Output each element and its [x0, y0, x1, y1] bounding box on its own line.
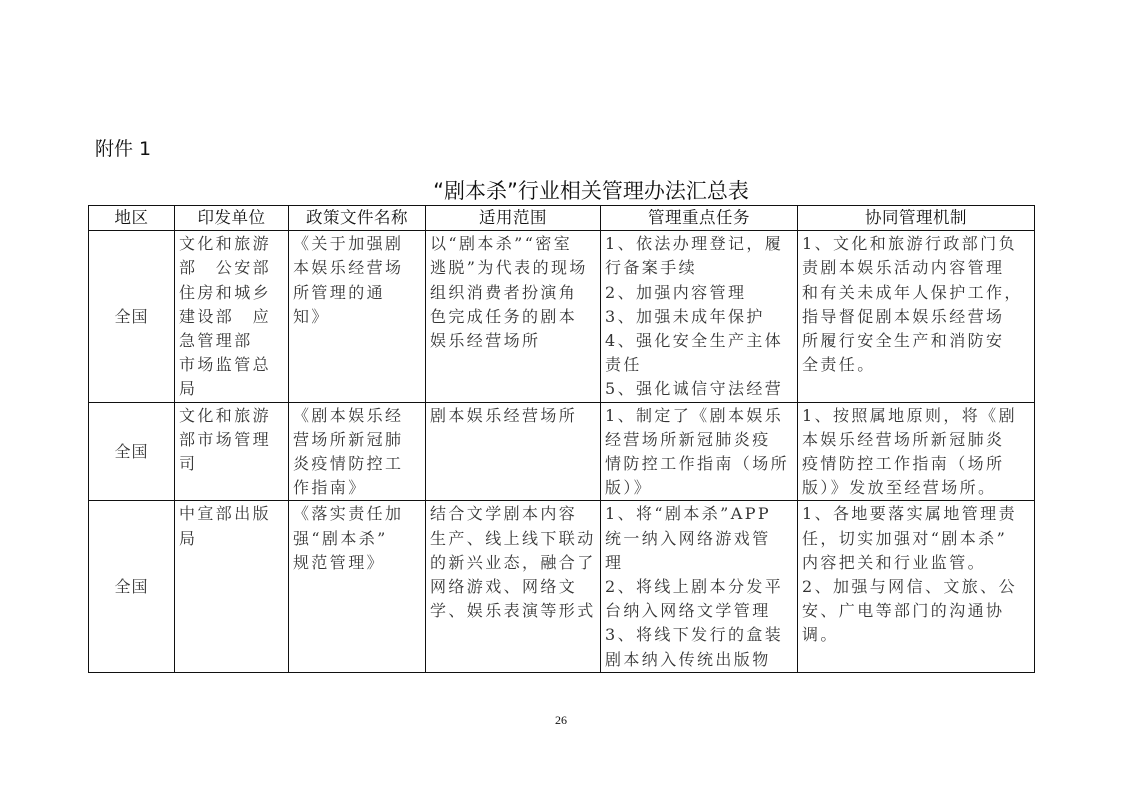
table-row	[89, 402, 1035, 501]
cell-line: 指导督促剧本娱乐经营场	[802, 306, 1005, 326]
cell-line: 以“剧本杀”“密室	[430, 234, 573, 254]
cell-line: 任，切实加强对“剧本杀”	[802, 528, 1008, 548]
cell-line: 中宣部出版	[179, 504, 272, 524]
policy-summary-table	[88, 205, 1035, 673]
cell-line: 情防控工作指南（场所	[605, 454, 790, 474]
cell-line: 1、依法办理登记，履	[605, 234, 784, 254]
cell-line: 责任	[605, 355, 642, 375]
cell-mechanism	[798, 231, 1035, 402]
cell-line: 部 公安部	[179, 258, 272, 278]
cell-line: 行备案手续	[605, 258, 698, 278]
cell-scope	[426, 231, 601, 402]
cell-mechanism	[798, 501, 1035, 672]
cell-line: 逃脱”为代表的现场	[430, 258, 588, 278]
cell-line: 学、娱乐表演等形式	[430, 601, 596, 621]
header-scope: 适用范围	[426, 206, 601, 231]
cell-line: 2、加强与网信、文旅、公	[802, 577, 1017, 597]
cell-line: 3、将线下发行的盒装	[605, 625, 784, 645]
cell-tasks	[601, 231, 798, 402]
page-number: 26	[555, 713, 567, 727]
cell-line: 住房和城乡	[179, 282, 272, 302]
cell-line: 网络游戏、网络文	[430, 577, 578, 597]
cell-line: 司	[179, 454, 198, 474]
header-tasks: 管理重点任务	[601, 206, 798, 231]
cell-line: 1、将“剧本杀”APP	[605, 504, 772, 524]
cell-line: 《关于加强剧	[293, 234, 404, 254]
cell-region: 全国	[89, 231, 175, 402]
header-document: 政策文件名称	[289, 206, 426, 231]
cell-line: 《落实责任加	[293, 504, 404, 524]
cell-line: 2、将线上剧本分发平	[605, 577, 784, 597]
cell-document	[289, 501, 426, 672]
header-issuer: 印发单位	[175, 206, 289, 231]
cell-scope	[426, 402, 601, 501]
cell-line: 规范管理》	[293, 552, 386, 572]
cell-line: 色完成任务的剧本	[430, 306, 578, 326]
cell-line: 所履行安全生产和消防安	[802, 331, 1005, 351]
cell-line: 责剧本娱乐活动内容管理	[802, 258, 1005, 278]
cell-line: 作指南》	[293, 478, 367, 498]
cell-line: 结合文学剧本内容	[430, 504, 578, 524]
cell-region: 全国	[89, 501, 175, 672]
header-region: 地区	[89, 206, 175, 231]
cell-line: 1、按照属地原则，将《剧	[802, 405, 1017, 425]
cell-line: 《剧本娱乐经	[293, 405, 404, 425]
cell-line: 版）》发放至经营场所。	[802, 478, 997, 498]
cell-line: 疫情防控工作指南（场所	[802, 454, 1005, 474]
cell-mechanism	[798, 402, 1035, 501]
cell-line: 经营场所新冠肺炎疫	[605, 429, 771, 449]
cell-line: 所管理的通	[293, 282, 386, 302]
cell-issuer	[175, 501, 289, 672]
table-row	[89, 231, 1035, 402]
attachment-label: 附件 1	[95, 138, 152, 160]
cell-line: 4、强化安全生产主体	[605, 331, 784, 351]
table-row	[89, 501, 1035, 672]
cell-line: 3、加强未成年保护	[605, 306, 765, 326]
cell-line: 统一纳入网络游戏管	[605, 528, 771, 548]
cell-line: 1、制定了《剧本娱乐	[605, 405, 784, 425]
cell-scope	[426, 501, 601, 672]
cell-region: 全国	[89, 402, 175, 501]
cell-line: 剧本娱乐经营场所	[430, 405, 578, 425]
cell-line: 和有关未成年人保护工作，	[802, 282, 1023, 302]
cell-line: 台纳入网络文学管理	[605, 601, 771, 621]
cell-line: 炎疫情防控工	[293, 454, 404, 474]
cell-line: 1、文化和旅游行政部门负	[802, 234, 1017, 254]
cell-line: 局	[179, 528, 198, 548]
cell-line: 营场所新冠肺	[293, 429, 404, 449]
cell-line: 文化和旅游	[179, 405, 272, 425]
cell-line: 急管理部	[179, 331, 253, 351]
cell-issuer	[175, 231, 289, 402]
cell-line: 文化和旅游	[179, 234, 272, 254]
document-title: “剧本杀”行业相关管理办法汇总表	[433, 179, 749, 203]
cell-line: 5、强化诚信守法经营	[605, 379, 784, 399]
cell-line: 建设部 应	[179, 306, 272, 326]
cell-document	[289, 402, 426, 501]
cell-line: 知》	[293, 306, 330, 326]
cell-document	[289, 231, 426, 402]
cell-tasks	[601, 501, 798, 672]
cell-line: 调。	[802, 625, 839, 645]
cell-line: 的新兴业态，融合了	[430, 552, 596, 572]
cell-line: 强“剧本杀”	[293, 528, 388, 548]
cell-line: 1、各地要落实属地管理责	[802, 504, 1017, 524]
cell-line: 生产、线上线下联动	[430, 528, 596, 548]
cell-line: 安、广电等部门的沟通协	[802, 601, 1005, 621]
cell-line: 局	[179, 379, 198, 399]
cell-line: 剧本纳入传统出版物	[605, 649, 771, 669]
cell-line: 全责任。	[802, 355, 876, 375]
cell-line: 版）》	[605, 478, 653, 498]
header-mechanism: 协同管理机制	[798, 206, 1035, 231]
cell-line: 2、加强内容管理	[605, 282, 747, 302]
cell-line: 内容把关和行业监管。	[802, 552, 987, 572]
cell-line: 娱乐经营场所	[430, 331, 541, 351]
cell-line: 组织消费者扮演角	[430, 282, 578, 302]
cell-line: 本娱乐经营场所新冠肺炎	[802, 429, 1005, 449]
cell-tasks	[601, 402, 798, 501]
cell-issuer	[175, 402, 289, 501]
table-header-row	[89, 206, 1035, 231]
cell-line: 市场监管总	[179, 355, 272, 375]
cell-line: 本娱乐经营场	[293, 258, 404, 278]
cell-line: 部市场管理	[179, 429, 272, 449]
cell-line: 理	[605, 552, 624, 572]
